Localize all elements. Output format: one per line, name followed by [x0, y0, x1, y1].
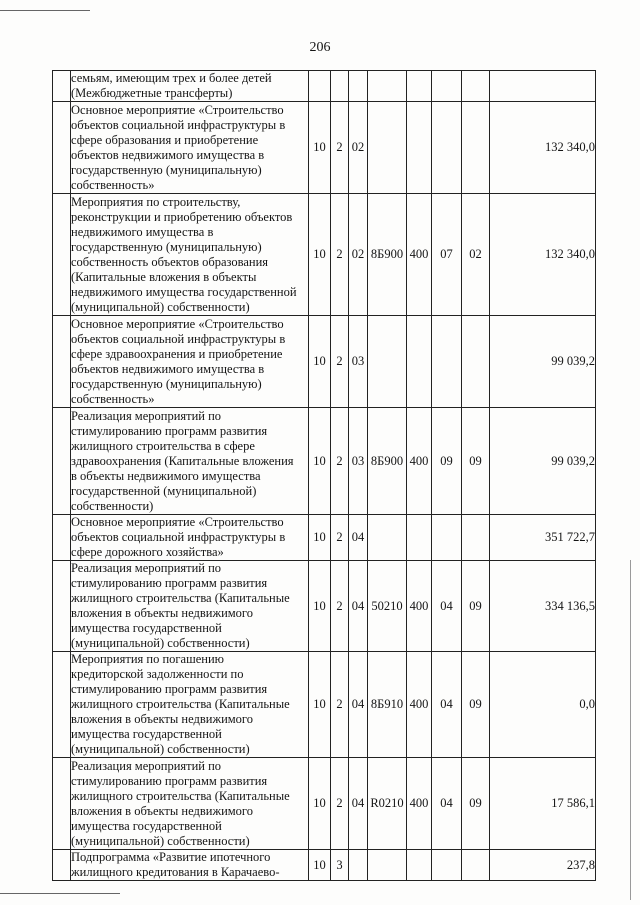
code-cell-c3: 04 — [349, 758, 368, 850]
code-cell-c7: 02 — [462, 194, 490, 316]
amount-cell — [490, 71, 596, 102]
description-line: объектов социальной инфраструктуры в — [71, 117, 286, 132]
description-line: объектов недвижимого имущества в — [71, 147, 265, 162]
amount-cell: 132 340,0 — [490, 194, 596, 316]
code-cell-c2 — [331, 71, 349, 102]
table-row — [53, 850, 596, 881]
code-cell-c5 — [407, 850, 432, 881]
description-cell — [71, 102, 309, 194]
description-line: объектов социальной инфраструктуры в — [71, 530, 286, 544]
code-cell-c3: 02 — [349, 102, 368, 194]
table-row — [53, 515, 596, 561]
amount-cell: 237,8 — [490, 850, 596, 881]
code-cell-c4: 8Б900 — [368, 408, 407, 515]
description-line: Подпрограмма «Развитие ипотечного — [71, 850, 271, 864]
description-line: семьям, имеющим трех и более детей — [71, 71, 272, 85]
description-line: собственность» — [71, 391, 155, 406]
description-line: государственной (муниципальной) — [71, 483, 257, 498]
description-line: сфере дорожного хозяйства» — [71, 545, 224, 559]
code-cell-c6 — [432, 71, 462, 102]
code-cell-c5: 400 — [407, 758, 432, 850]
code-cell-c7: 09 — [462, 652, 490, 758]
description-line: вложения в объекты недвижимого — [71, 803, 253, 818]
code-cell-c6 — [432, 316, 462, 408]
description-line: жилищного строительства (Капитальные — [71, 697, 290, 711]
row-number-cell — [53, 561, 71, 652]
description-line: недвижимого имущества в — [71, 224, 214, 239]
code-cell-c2: 2 — [331, 408, 349, 515]
description-line: Основное мероприятие «Строительство — [71, 515, 284, 529]
code-cell-c7 — [462, 71, 490, 102]
code-cell-c2: 2 — [331, 652, 349, 758]
code-cell-c3: 03 — [349, 408, 368, 515]
row-number-cell — [53, 758, 71, 850]
description-line: стимулированию программ развития — [71, 773, 268, 788]
table-row — [53, 652, 596, 758]
description-line: собственность объектов образования — [71, 254, 269, 269]
description-line: государственную (муниципальную) — [71, 239, 262, 254]
description-cell — [71, 194, 309, 316]
row-number-cell — [53, 194, 71, 316]
description-line: стимулированию программ развития — [71, 576, 268, 590]
row-number-cell — [53, 102, 71, 194]
code-cell-c7 — [462, 102, 490, 194]
description-line: объектов социальной инфраструктуры в — [71, 331, 286, 346]
description-line: Основное мероприятие «Строительство — [71, 316, 284, 331]
code-cell-c6: 07 — [432, 194, 462, 316]
code-cell-c4 — [368, 102, 407, 194]
code-cell-c7: 09 — [462, 561, 490, 652]
table-row — [53, 316, 596, 408]
code-cell-c4: 50210 — [368, 561, 407, 652]
table-row — [53, 102, 596, 194]
code-cell-c7: 09 — [462, 758, 490, 850]
code-cell-c3: 02 — [349, 194, 368, 316]
code-cell-c1: 10 — [309, 515, 331, 561]
code-cell-c7 — [462, 515, 490, 561]
code-cell-c5 — [407, 71, 432, 102]
code-cell-c6 — [432, 515, 462, 561]
description-line: (муниципальной) собственности) — [71, 636, 250, 650]
code-cell-c4 — [368, 850, 407, 881]
description-line: реконструкции и приобретению объектов — [71, 209, 293, 224]
code-cell-c2: 2 — [331, 194, 349, 316]
code-cell-c1: 10 — [309, 408, 331, 515]
amount-cell: 132 340,0 — [490, 102, 596, 194]
description-line: Реализация мероприятий по — [71, 758, 222, 773]
code-cell-c2: 2 — [331, 561, 349, 652]
code-cell-c2: 2 — [331, 758, 349, 850]
description-line: имущества государственной — [71, 621, 222, 635]
description-line: (муниципальной) собственности) — [71, 299, 250, 314]
code-cell-c1: 10 — [309, 316, 331, 408]
code-cell-c4 — [368, 71, 407, 102]
description-line: государственную (муниципальную) — [71, 376, 262, 391]
code-cell-c3 — [349, 850, 368, 881]
description-line: жилищного строительства (Капитальные — [71, 591, 290, 605]
description-line: в объекты недвижимого имущества — [71, 468, 261, 483]
description-cell — [71, 316, 309, 408]
description-cell — [71, 561, 309, 652]
description-line: вложения в объекты недвижимого — [71, 606, 253, 620]
description-line: (Межбюджетные трансферты) — [71, 86, 233, 100]
code-cell-c5: 400 — [407, 408, 432, 515]
code-cell-c6: 04 — [432, 758, 462, 850]
description-line: сфере здравоохранения и приобретение — [71, 346, 283, 361]
code-cell-c6: 04 — [432, 652, 462, 758]
code-cell-c3: 04 — [349, 561, 368, 652]
code-cell-c1: 10 — [309, 652, 331, 758]
row-number-cell — [53, 515, 71, 561]
table-row — [53, 758, 596, 850]
code-cell-c2: 2 — [331, 102, 349, 194]
code-cell-c2: 3 — [331, 850, 349, 881]
description-line: вложения в объекты недвижимого — [71, 712, 253, 726]
code-cell-c7 — [462, 316, 490, 408]
scan-rule-top — [0, 10, 90, 11]
description-line: кредиторской задолженности по — [71, 667, 244, 681]
code-cell-c7 — [462, 850, 490, 881]
amount-cell: 99 039,2 — [490, 316, 596, 408]
scan-rule-bottom — [0, 893, 120, 894]
description-line: жилищного кредитования в Карачаево- — [71, 865, 280, 879]
code-cell-c3 — [349, 71, 368, 102]
code-cell-c5: 400 — [407, 561, 432, 652]
description-line: Мероприятия по строительству, — [71, 194, 241, 209]
description-line: Мероприятия по погашению — [71, 652, 224, 666]
description-line: жилищного строительства (Капитальные — [71, 788, 290, 803]
description-line: собственности) — [71, 498, 154, 513]
code-cell-c1 — [309, 71, 331, 102]
description-line: стимулированию программ развития — [71, 682, 268, 696]
code-cell-c6 — [432, 850, 462, 881]
code-cell-c4 — [368, 515, 407, 561]
description-line: имущества государственной — [71, 818, 222, 833]
amount-cell: 334 136,5 — [490, 561, 596, 652]
code-cell-c5 — [407, 316, 432, 408]
code-cell-c3: 04 — [349, 652, 368, 758]
code-cell-c1: 10 — [309, 194, 331, 316]
row-number-cell — [53, 850, 71, 881]
description-cell — [71, 850, 309, 881]
description-line: (муниципальной) собственности) — [71, 742, 250, 756]
code-cell-c2: 2 — [331, 316, 349, 408]
code-cell-c6: 04 — [432, 561, 462, 652]
description-line: (муниципальной) собственности) — [71, 833, 250, 848]
description-line: Основное мероприятие «Строительство — [71, 102, 284, 117]
description-line: объектов недвижимого имущества в — [71, 361, 265, 376]
page-number: 206 — [309, 40, 331, 55]
description-line: Реализация мероприятий по — [71, 408, 222, 423]
row-number-cell — [53, 316, 71, 408]
table-row — [53, 71, 596, 102]
description-line: государственную (муниципальную) — [71, 162, 262, 177]
code-cell-c4: 8Б900 — [368, 194, 407, 316]
description-line: сфере образования и приобретение — [71, 132, 259, 147]
code-cell-c6: 09 — [432, 408, 462, 515]
code-cell-c6 — [432, 102, 462, 194]
description-line: здравоохранения (Капитальные вложения — [71, 453, 294, 468]
code-cell-c5: 400 — [407, 194, 432, 316]
row-number-cell — [53, 652, 71, 758]
budget-table — [52, 70, 596, 881]
code-cell-c2: 2 — [331, 515, 349, 561]
code-cell-c1: 10 — [309, 561, 331, 652]
code-cell-c3: 03 — [349, 316, 368, 408]
code-cell-c1: 10 — [309, 758, 331, 850]
code-cell-c7: 09 — [462, 408, 490, 515]
scan-rule-right — [630, 560, 631, 900]
amount-cell: 0,0 — [490, 652, 596, 758]
amount-cell: 17 586,1 — [490, 758, 596, 850]
description-cell — [71, 408, 309, 515]
amount-cell: 351 722,7 — [490, 515, 596, 561]
code-cell-c4: 8Б910 — [368, 652, 407, 758]
description-line: жилищного строительства в сфере — [71, 438, 255, 453]
description-line: стимулированию программ развития — [71, 423, 268, 438]
table-row — [53, 408, 596, 515]
description-line: имущества государственной — [71, 727, 222, 741]
code-cell-c4 — [368, 316, 407, 408]
row-number-cell — [53, 408, 71, 515]
description-line: (Капитальные вложения в объекты — [71, 269, 257, 284]
code-cell-c3: 04 — [349, 515, 368, 561]
description-line: Реализация мероприятий по — [71, 561, 222, 575]
table-row — [53, 194, 596, 316]
description-line: собственность» — [71, 177, 155, 192]
code-cell-c1: 10 — [309, 102, 331, 194]
code-cell-c1: 10 — [309, 850, 331, 881]
table-row — [53, 561, 596, 652]
description-cell — [71, 515, 309, 561]
description-line: недвижимого имущества государственной — [71, 284, 297, 299]
amount-cell: 99 039,2 — [490, 408, 596, 515]
description-cell — [71, 71, 309, 102]
code-cell-c5: 400 — [407, 652, 432, 758]
code-cell-c5 — [407, 515, 432, 561]
row-number-cell — [53, 71, 71, 102]
description-cell — [71, 652, 309, 758]
description-cell — [71, 758, 309, 850]
code-cell-c4: R0210 — [368, 758, 407, 850]
code-cell-c5 — [407, 102, 432, 194]
